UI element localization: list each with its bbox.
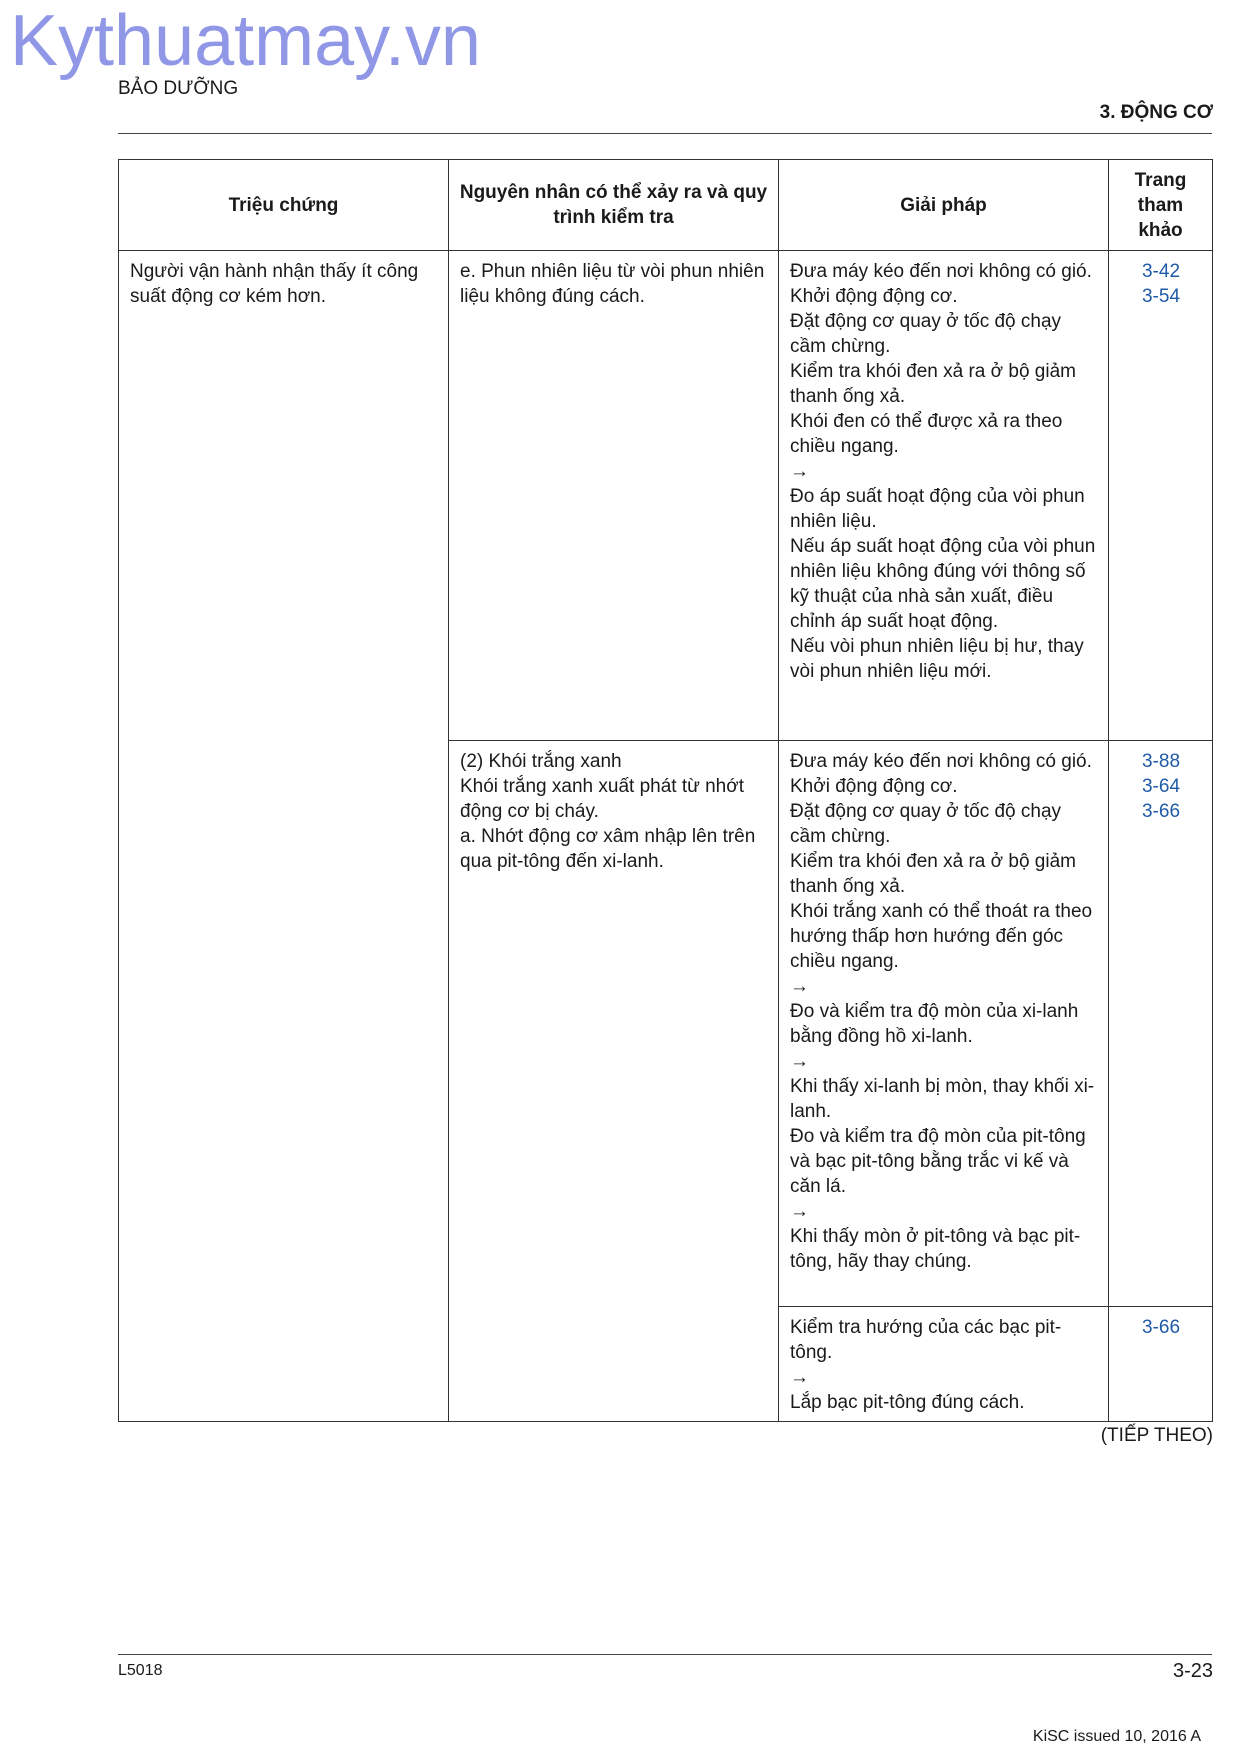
table-header-row: [119, 160, 1213, 251]
solution-step: Khi thấy mòn ở pit-tông và bạc pit-tông, hãy thay chúng.: [790, 1226, 1081, 1272]
header-divider: [118, 133, 1212, 134]
model-number: L5018: [118, 1662, 163, 1679]
troubleshooting-table: [118, 159, 1213, 1422]
solution-step: Đo áp suất hoạt động của vòi phun nhiên liệu.: [790, 486, 1085, 532]
chapter-title: 3. ĐỘNG CƠ: [1099, 102, 1213, 123]
solution-step: Nếu áp suất hoạt động của vòi phun nhiên liệu không đúng với thông số kỹ thuật của nhà sản xuất, điều chỉnh áp suất hoạt động.: [790, 536, 1096, 632]
solution-step: Đưa máy kéo đến nơi không có gió.: [790, 751, 1092, 772]
reference-link[interactable]: 3-88: [1141, 751, 1181, 772]
cause-cell: [449, 741, 779, 1422]
page-number: 3-23: [1172, 1660, 1213, 1682]
solution-step: Kiểm tra khói đen xả ra ở bộ giảm thanh ống xả.: [790, 851, 1076, 897]
continued-label: (TIẾP THEO): [1100, 1425, 1213, 1446]
symptom-cell: Người vận hành nhận thấy ít công suất động cơ kém hơn.: [119, 251, 449, 1422]
arrow-icon: →: [790, 461, 809, 482]
solution-step: Đo và kiểm tra độ mòn của xi-lanh bằng đồng hồ xi-lanh.: [790, 1001, 1079, 1047]
header-symptom: Triệu chứng: [119, 160, 449, 251]
cause-text: e. Phun nhiên liệu từ vòi phun nhiên liệu không đúng cách.: [460, 261, 765, 307]
solution-step: Đặt động cơ quay ở tốc độ chạy cầm chừng.: [790, 311, 1062, 357]
solution-step: Lắp bạc pit-tông đúng cách.: [790, 1392, 1025, 1413]
reference-link[interactable]: 3-42: [1141, 261, 1181, 282]
reference-link[interactable]: 3-66: [1141, 801, 1181, 822]
solution-step: Khi thấy xi-lanh bị mòn, thay khối xi-lanh.: [790, 1076, 1095, 1122]
solution-cell: [779, 1307, 1109, 1422]
solution-step: Khói trắng xanh có thể thoát ra theo hướng thấp hơn hướng đến góc chiều ngang.: [790, 901, 1093, 972]
header-reference: Trang tham khảo: [1109, 160, 1213, 251]
solution-step: Kiểm tra khói đen xả ra ở bộ giảm thanh ống xả.: [790, 361, 1076, 407]
cause-text: a. Nhớt động cơ xâm nhập lên trên qua pit-tông đến xi-lanh.: [460, 826, 756, 872]
cause-text: (2) Khói trắng xanh: [460, 751, 622, 772]
reference-cell: [1109, 741, 1213, 1307]
reference-link[interactable]: 3-64: [1141, 776, 1181, 797]
section-title: BẢO DƯỠNG: [118, 78, 239, 99]
solution-step: Đưa máy kéo đến nơi không có gió.: [790, 261, 1092, 282]
footer-divider: [118, 1654, 1212, 1655]
solution-step: Khởi động động cơ.: [790, 776, 958, 797]
solution-step: Khởi động động cơ.: [790, 286, 958, 307]
solution-step: Đặt động cơ quay ở tốc độ chạy cầm chừng.: [790, 801, 1062, 847]
solution-step: Kiểm tra hướng của các bạc pit-tông.: [790, 1317, 1062, 1363]
reference-cell: [1109, 251, 1213, 741]
reference-link[interactable]: 3-66: [1141, 1317, 1181, 1338]
arrow-icon: →: [790, 1051, 809, 1072]
arrow-icon: →: [790, 1201, 809, 1222]
table-row: [119, 251, 1213, 741]
solution-step: Khói đen có thể được xả ra theo chiều ngang.: [790, 411, 1063, 457]
reference-cell: [1109, 1307, 1213, 1422]
reference-link[interactable]: 3-54: [1141, 286, 1181, 307]
cause-text: Khói trắng xanh xuất phát từ nhớt động cơ bị cháy.: [460, 776, 744, 822]
solution-step: Nếu vòi phun nhiên liệu bị hư, thay vòi phun nhiên liệu mới.: [790, 636, 1084, 682]
solution-cell: [779, 741, 1109, 1307]
solution-cell: [779, 251, 1109, 741]
solution-step: Đo và kiểm tra độ mòn của pit-tông và bạc pit-tông bằng trắc vi kế và căn lá.: [790, 1126, 1086, 1197]
issue-info: KiSC issued 10, 2016 A: [1032, 1728, 1201, 1745]
cause-cell: [449, 251, 779, 741]
header-cause: Nguyên nhân có thể xảy ra và quy trình kiểm tra: [449, 160, 779, 251]
arrow-icon: →: [790, 976, 809, 997]
watermark-logo: Kythuatmay.vn: [10, 1, 481, 81]
header-solution: Giải pháp: [779, 160, 1109, 251]
arrow-icon: →: [790, 1367, 809, 1388]
